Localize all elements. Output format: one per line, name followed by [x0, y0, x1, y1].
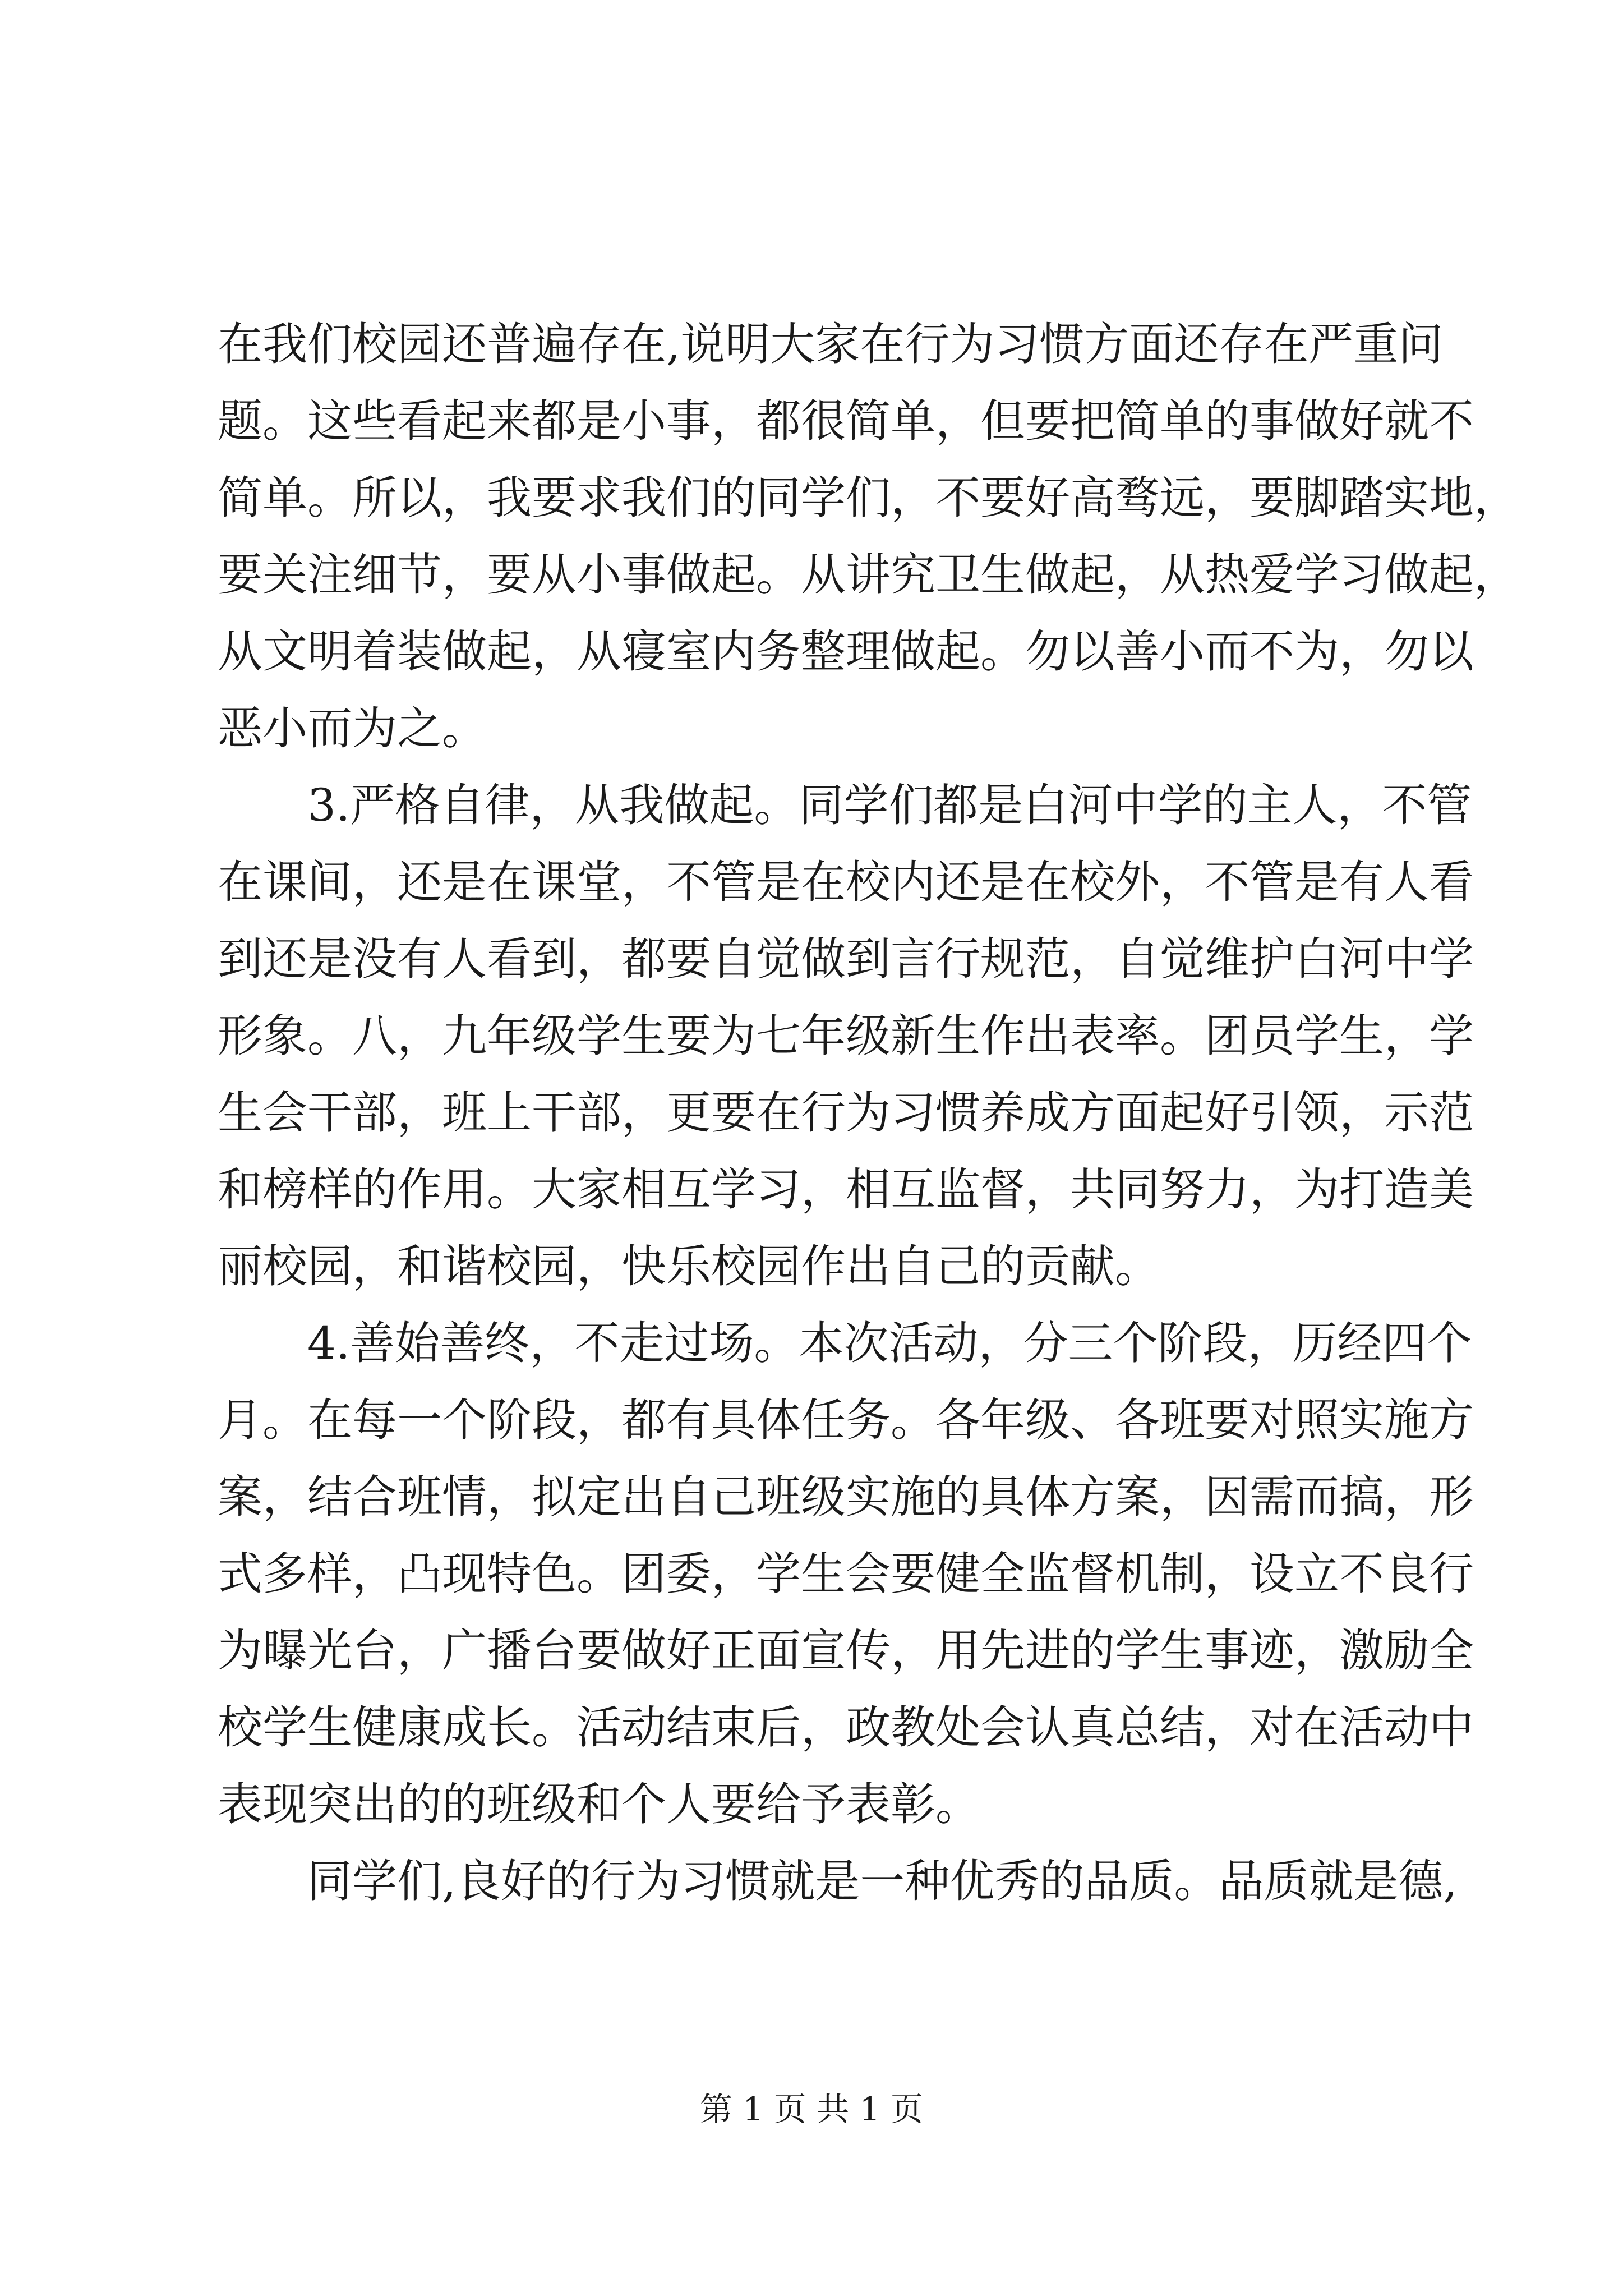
text-line: 要关注细节，要从小事做起。从讲究卫生做起，从热爱学习做起，: [218, 549, 1519, 601]
page-footer: 第 1 页 共 1 页: [700, 2090, 923, 2128]
text-line: 和榜样的作用。大家相互学习，相互监督，共同努力，为打造美: [218, 1163, 1474, 1216]
text-line: 丽校园，和谐校园，快乐校园作出自己的贡献。: [218, 1240, 1160, 1292]
text-line: 表现突出的的班级和个人要给予表彰。: [218, 1778, 980, 1830]
text-line: 校学生健康成长。活动结束后，政教处会认真总结，对在活动中: [218, 1701, 1474, 1754]
text-line: 简单。所以，我要求我们的同学们，不要好高骛远，要脚踏实地，: [218, 472, 1519, 524]
text-line: 恶小而为之。: [218, 702, 487, 754]
text-line: 4.善始善终，不走过场。本次活动，分三个阶段，历经四个: [307, 1317, 1472, 1369]
text-line: 3.严格自律，从我做起。同学们都是白河中学的主人，不管: [307, 779, 1472, 831]
text-line: 为曝光台，广播台要做好正面宣传，用先进的学生事迹，激励全: [218, 1625, 1474, 1677]
text-line: 到还是没有人看到，都要自觉做到言行规范，自觉维护白河中学: [218, 933, 1474, 985]
text-line: 同学们,良好的行为习惯就是一种优秀的品质。品质就是德,: [307, 1855, 1458, 1907]
text-line: 在我们校园还普遍存在,说明大家在行为习惯方面还存在严重问: [218, 318, 1444, 370]
text-line: 题。这些看起来都是小事，都很简单，但要把简单的事做好就不: [218, 395, 1474, 447]
text-line: 形象。八，九年级学生要为七年级新生作出表率。团员学生，学: [218, 1010, 1474, 1062]
text-line: 案，结合班情，拟定出自己班级实施的具体方案，因需而搞，形: [218, 1471, 1474, 1523]
text-line: 式多样，凸现特色。团委，学生会要健全监督机制，设立不良行: [218, 1548, 1474, 1600]
text-line: 月。在每一个阶段，都有具体任务。各年级、各班要对照实施方: [218, 1394, 1474, 1446]
document-body: [218, 306, 1519, 1920]
text-line: 生会干部，班上干部，更要在行为习惯养成方面起好引领，示范: [218, 1087, 1474, 1139]
text-line: 在课间，还是在课堂，不管是在校内还是在校外，不管是有人看: [218, 856, 1474, 908]
text-line: 从文明着装做起，从寝室内务整理做起。勿以善小而不为，勿以: [218, 625, 1474, 678]
